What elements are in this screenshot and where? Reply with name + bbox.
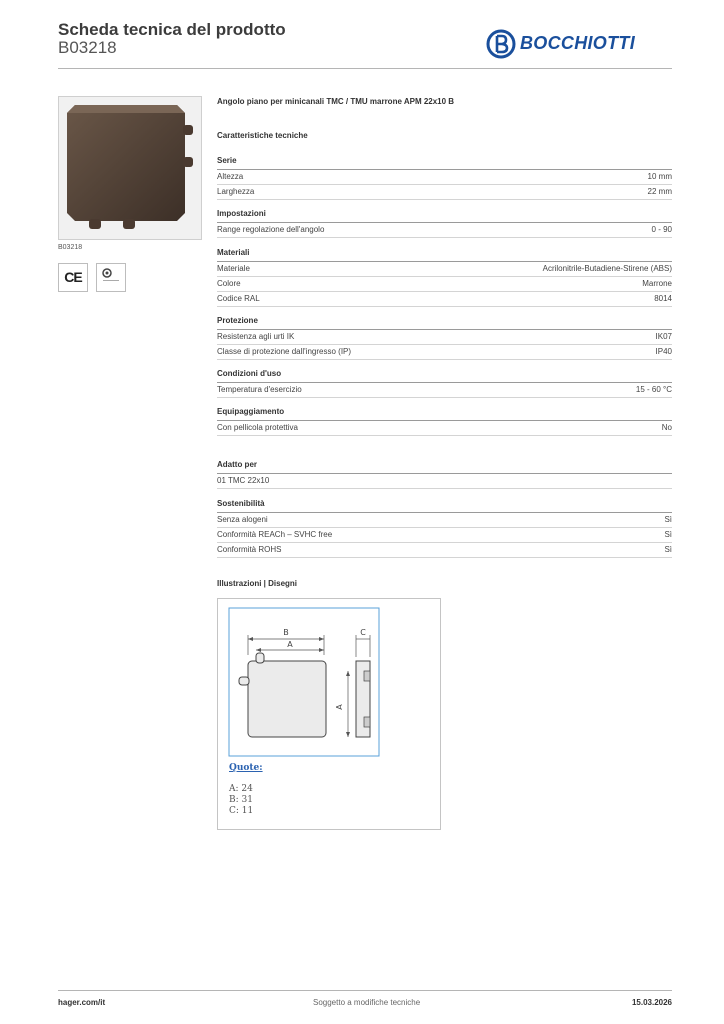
spec-value: 15 - 60 °C <box>635 385 672 394</box>
spec-label: Larghezza <box>217 187 255 196</box>
quote-b: B: 31 <box>229 795 253 805</box>
spec-value: 0 - 90 <box>651 225 672 234</box>
section-materiali <box>217 247 672 307</box>
illustrations-heading: Illustrazioni | Disegni <box>217 579 298 588</box>
spec-row <box>217 543 672 558</box>
section-title: Impostazioni <box>217 208 672 223</box>
spec-label: Con pellicola protettiva <box>217 423 298 432</box>
certification-badge-icon <box>97 264 125 291</box>
characteristics-heading: Caratteristiche tecniche <box>217 131 308 140</box>
spec-value: 10 mm <box>647 172 672 181</box>
dim-label-a-top: A <box>287 640 293 649</box>
brand-logo <box>486 28 676 60</box>
spec-value: Sì <box>664 530 672 539</box>
spec-row <box>217 383 672 398</box>
spec-row <box>217 528 672 543</box>
section-title: Materiali <box>217 247 672 262</box>
section-impostazioni <box>217 208 672 238</box>
spec-label: Conformità REACh – SVHC free <box>217 530 333 539</box>
footer-website[interactable]: hager.com/it <box>58 998 106 1007</box>
spec-value: IK07 <box>655 332 672 341</box>
spec-row <box>217 170 672 185</box>
spec-label: Temperatura d'esercizio <box>217 385 302 394</box>
spec-value: 8014 <box>654 294 672 303</box>
spec-label: Classe di protezione dall'ingresso (IP) <box>217 347 352 356</box>
spec-row <box>217 277 672 292</box>
spec-row <box>217 292 672 307</box>
spec-value: Acrilonitrile-Butadiene-Stirene (ABS) <box>542 264 672 273</box>
section-title: Protezione <box>217 315 672 330</box>
product-title: Angolo piano per minicanali TMC / TMU marrone APM 22x10 B <box>217 97 455 106</box>
footer-note: Soggetto a modifiche tecniche <box>313 998 421 1007</box>
spec-row <box>217 345 672 360</box>
spec-value: Marrone <box>642 279 672 288</box>
spec-label: Resistenza agli urti IK <box>217 332 295 341</box>
section-condizioni-uso <box>217 368 672 398</box>
spec-value: IP40 <box>655 347 672 356</box>
spec-label: Senza alogeni <box>217 515 268 524</box>
quote-c: C: 11 <box>229 806 254 816</box>
spec-label: Colore <box>217 279 241 288</box>
section-title: Adatto per <box>217 459 672 474</box>
spec-value: Sì <box>664 545 672 554</box>
spec-row <box>217 513 672 528</box>
product-code: B03218 <box>58 38 117 57</box>
spec-row <box>217 185 672 200</box>
quotes-heading: Quote: <box>229 763 263 773</box>
spec-value: 22 mm <box>647 187 672 196</box>
section-title: Serie <box>217 155 672 170</box>
header-divider <box>58 68 672 69</box>
spec-row <box>217 223 672 238</box>
dim-label-a-side: A <box>335 704 344 710</box>
section-title: Condizioni d'uso <box>217 368 672 383</box>
spec-label: Range regolazione dell'angolo <box>217 225 325 234</box>
spec-row <box>217 262 672 277</box>
spec-row <box>217 330 672 345</box>
certification-badge <box>96 263 126 292</box>
ce-mark: CE <box>64 269 82 285</box>
section-protezione <box>217 315 672 360</box>
section-equipaggiamento <box>217 406 672 436</box>
ce-certification <box>58 263 88 292</box>
quote-a: A: 24 <box>229 784 253 794</box>
spec-label: 01 TMC 22x10 <box>217 476 270 485</box>
spec-label: Conformità ROHS <box>217 545 282 554</box>
page-title: Scheda tecnica del prodotto <box>58 20 286 39</box>
technical-drawing <box>217 598 441 830</box>
image-caption: B03218 <box>58 244 83 251</box>
dim-label-b: B <box>283 628 289 637</box>
spec-label: Materiale <box>217 264 250 273</box>
footer-divider <box>58 990 672 991</box>
section-serie <box>217 155 672 200</box>
spec-value: Sì <box>664 515 672 524</box>
spec-value: No <box>661 423 672 432</box>
dim-label-c: C <box>360 628 366 637</box>
footer-date: 15.03.2026 <box>631 998 672 1007</box>
brand-name: BOCCHIOTTI <box>520 33 635 53</box>
product-image <box>58 96 202 240</box>
spec-label: Altezza <box>217 172 244 181</box>
section-title: Sostenibilità <box>217 498 672 513</box>
spec-row <box>217 474 672 489</box>
spec-label: Codice RAL <box>217 294 260 303</box>
brand-logo-icon <box>486 29 516 59</box>
section-title: Equipaggiamento <box>217 406 672 421</box>
section-sostenibilita <box>217 498 672 558</box>
section-adatto-per <box>217 459 672 489</box>
spec-row <box>217 421 672 436</box>
